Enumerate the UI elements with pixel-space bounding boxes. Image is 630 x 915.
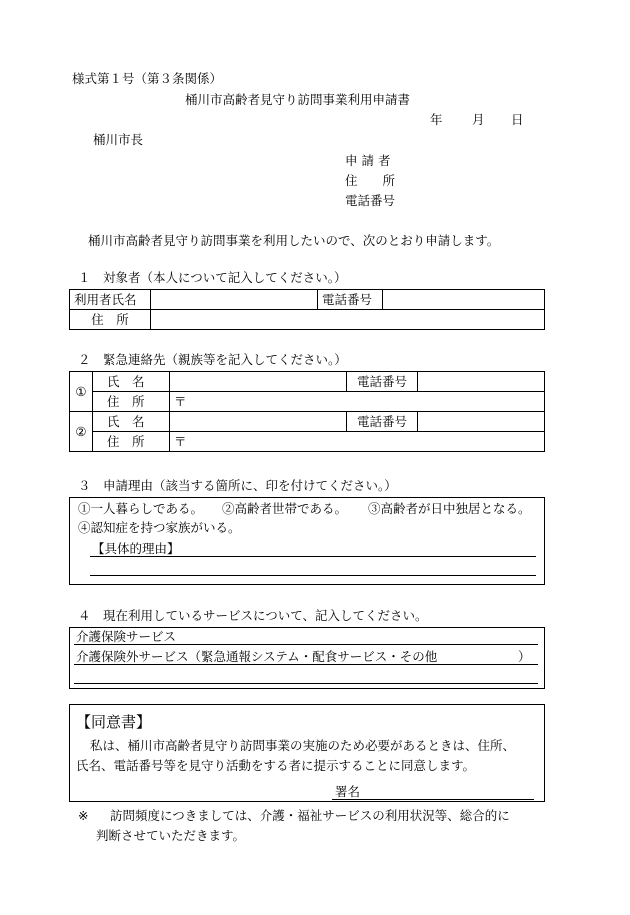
care-insurance-service-label: 介護保険サービス [76, 629, 177, 644]
contact1-name-label: 氏 名 [93, 372, 170, 392]
consent-text-line2: 氏名、電話番号等を見守り活動をする者に提示することに同意します。 [76, 758, 476, 773]
note-mark: ※ [78, 808, 89, 823]
signature-label: 署名 [335, 784, 361, 799]
reason-option-2[interactable]: ②高齢者世帯である。 [222, 501, 348, 516]
contact1-address-label: 住 所 [93, 392, 170, 412]
signature-line[interactable] [332, 799, 534, 800]
reason-option-1[interactable]: ①一人暮らしである。 [78, 501, 204, 516]
applicant-label: 申 請 者 [345, 153, 391, 168]
reason-line-2[interactable] [90, 575, 536, 576]
care-insurance-line[interactable] [74, 644, 538, 645]
subject-phone-label: 電話番号 [318, 290, 383, 310]
consent-box [69, 704, 545, 802]
non-insurance-service-label: 介護保険外サービス（緊急通報システム・配食サービス・その他 [76, 649, 438, 664]
section2-heading: ２ 緊急連絡先（親族等を記入してください。） [78, 352, 347, 367]
consent-title: 【同意書】 [76, 713, 152, 731]
contact1-phone-label: 電話番号 [347, 372, 418, 392]
contact2-name-cell[interactable] [170, 412, 347, 432]
addressee: 桶川市長 [93, 132, 144, 147]
subject-address-cell[interactable] [151, 310, 545, 330]
subject-name-cell[interactable] [151, 290, 318, 310]
date-month: 月 [472, 112, 485, 127]
note-line1: 訪問頻度につきましては、介護・福祉サービスの利用状況等、総合的に [110, 808, 510, 823]
section1-heading: １ 対象者（本人について記入してください。） [78, 270, 347, 285]
contact1-address-cell[interactable]: 〒 [170, 392, 545, 412]
services-box [69, 627, 545, 689]
contact2-address-cell[interactable]: 〒 [170, 432, 545, 452]
intro-text: 桶川市高齢者見守り訪問事業を利用したいので、次のとおり申請します。 [88, 233, 500, 248]
date-day: 日 [511, 112, 524, 127]
specific-reason-label: 【具体的理由】 [92, 541, 180, 556]
contact2-number: ② [70, 412, 93, 452]
subject-phone-cell[interactable] [383, 290, 545, 310]
applicant-address-label: 住 所 [345, 173, 396, 188]
contact1-name-cell[interactable] [170, 372, 347, 392]
contact2-address-label: 住 所 [93, 432, 170, 452]
reason-box [69, 497, 545, 585]
contact1-number: ① [70, 372, 93, 412]
contact2-phone-cell[interactable] [418, 412, 545, 432]
contact2-name-label: 氏 名 [93, 412, 170, 432]
applicant-phone-label: 電話番号 [345, 193, 396, 208]
reason-option-3[interactable]: ③高齢者が日中独居となる。 [368, 501, 531, 516]
subject-address-label: 住 所 [70, 310, 151, 330]
subject-table [69, 289, 545, 330]
consent-text-line1: 私は、桶川市高齢者見守り訪問事業の実施のため必要があるときは、住所、 [90, 738, 516, 753]
non-insurance-close-paren: ） [518, 649, 531, 664]
section4-heading: ４ 現在利用しているサービスについて、記入してください。 [78, 608, 428, 623]
date-year: 年 [430, 112, 443, 127]
reason-option-4[interactable]: ④認知症を持つ家族がいる。 [78, 520, 241, 535]
form-title: 桶川市高齢者見守り訪問事業利用申請書 [185, 92, 411, 107]
contact1-phone-cell[interactable] [418, 372, 545, 392]
emergency-contact-table [69, 371, 545, 452]
form-number: 様式第１号（第３条関係） [72, 71, 223, 86]
reason-line-1[interactable] [90, 556, 536, 557]
subject-name-label: 利用者氏名 [70, 290, 151, 310]
note-line2: 判断させていただきます。 [96, 828, 246, 843]
services-extra-line[interactable] [74, 683, 538, 684]
section3-heading: ３ 申請理由（該当する箇所に、印を付けてください。） [78, 478, 397, 493]
contact2-phone-label: 電話番号 [347, 412, 418, 432]
non-insurance-line[interactable] [74, 664, 538, 665]
